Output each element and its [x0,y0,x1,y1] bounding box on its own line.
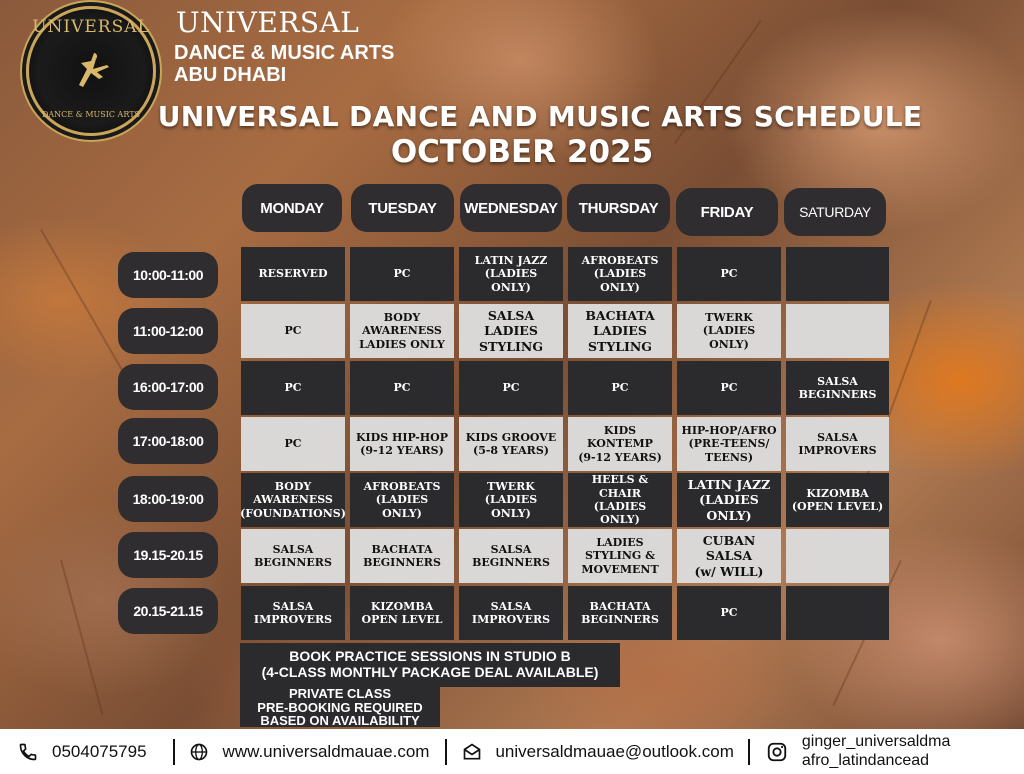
day-header-saturday: SATURDAY [784,188,886,236]
divider [445,739,447,765]
time-slot: 19.15-20.15 [118,532,218,578]
schedule-cell: SALSA BEGINNERS [241,529,345,583]
time-slot: 16:00-17:00 [118,364,218,410]
brand-subtitle: DANCE & MUSIC ARTS [174,42,395,64]
schedule-cell: PC [568,361,672,415]
schedule-cell: BODY AWARENESS (FOUNDATIONS) [241,473,345,527]
private-note-line1: PRIVATE CLASS [288,686,392,701]
phone-icon [18,742,38,762]
phone-number: 0504075795 [52,741,147,761]
schedule-cell: SALSA BEGINNERS [786,361,889,415]
private-note-line3: BASED ON AVAILABILITY [260,713,420,729]
instagram-icon [766,741,788,763]
schedule-cell: BACHATA LADIES STYLING [568,304,672,358]
schedule-cell: BODY AWARENESS LADIES ONLY [350,304,454,358]
schedule-cell: PC [350,361,454,415]
website-link: www.universaldmauae.com [222,741,430,761]
schedule-cell: PC [350,247,454,301]
schedule-cell: PC [677,586,781,640]
time-slot: 10:00-11:00 [118,252,218,298]
schedule-cell [786,304,889,358]
private-note-line2: PRE-BOOKING REQUIRED [257,699,423,715]
day-header-friday: FRIDAY [676,188,778,236]
brand-location: ABU DHABI [174,64,287,86]
schedule-cell: KIDS HIP-HOP (9-12 YEARS) [350,417,454,471]
schedule-cell: TWERK (LADIES ONLY) [677,304,781,358]
schedule-cell: KIZOMBA OPEN LEVEL [350,586,454,640]
logo-top-text: UNIVERSAL [32,17,150,37]
day-header-monday: MONDAY [242,184,342,232]
schedule-cell: CUBAN SALSA (w/ WILL) [677,529,781,583]
instagram-handle-2: afro_latindancead [801,751,930,769]
schedule-cell: SALSA IMPROVERS [241,586,345,640]
schedule-cell: PC [241,361,345,415]
schedule-cell: LADIES STYLING & MOVEMENT [568,529,672,583]
leaf-decoration [40,229,132,386]
logo-bottom-text: DANCE & MUSIC ARTS [41,110,141,119]
day-header-thursday: THURSDAY [567,184,670,232]
brand-name: UNIVERSAL [176,6,360,39]
globe-icon [189,742,209,762]
instagram-contact[interactable] [766,733,951,770]
schedule-cell: AFROBEATS (LADIES ONLY) [350,473,454,527]
practice-note-line2: (4-CLASS MONTHLY PACKAGE DEAL AVAILABLE) [261,664,599,681]
schedule-cell: LATIN JAZZ (LADIES ONLY) [677,473,781,527]
schedule-cell: KIDS KONTEMP (9-12 YEARS) [568,417,672,471]
phone-contact[interactable] [18,742,147,762]
divider [748,739,750,765]
website-contact[interactable] [189,742,430,762]
schedule-cell: SALSA BEGINNERS [459,529,563,583]
time-slot: 20.15-21.15 [118,588,218,634]
schedule-cell: SALSA IMPROVERS [786,417,889,471]
email-contact[interactable] [461,742,733,762]
schedule-cell: AFROBEATS (LADIES ONLY) [568,247,672,301]
schedule-cell: PC [459,361,563,415]
private-class-note [240,687,440,727]
day-header-tuesday: TUESDAY [351,184,454,232]
schedule-cell: PC [677,247,781,301]
schedule-cell: PC [241,417,345,471]
contact-footer [0,729,1024,774]
day-header-wednesday: WEDNESDAY [460,184,562,232]
time-slot: 11:00-12:00 [118,308,218,354]
schedule-cell: HIP-HOP/AFRO (PRE-TEENS/ TEENS) [677,417,781,471]
email-address: universaldmauae@outlook.com [495,741,734,761]
dancer-icon [69,47,119,97]
schedule-cell: SALSA LADIES STYLING [459,304,563,358]
mail-icon [461,742,483,762]
schedule-cell: RESERVED [241,247,345,301]
instagram-handle-1: ginger_universaldma [801,733,951,751]
schedule-cell: BACHATA BEGINNERS [568,586,672,640]
schedule-cell: SALSA IMPROVERS [459,586,563,640]
schedule-cell: BACHATA BEGINNERS [350,529,454,583]
schedule-cell: PC [241,304,345,358]
time-slot: 18:00-19:00 [118,476,218,522]
divider [173,739,175,765]
schedule-cell: KIDS GROOVE (5-8 YEARS) [459,417,563,471]
schedule-cell: LATIN JAZZ (LADIES ONLY) [459,247,563,301]
schedule-cell [786,586,889,640]
page-title: UNIVERSAL DANCE AND MUSIC ARTS SCHEDULE [157,100,923,133]
leaf-decoration [60,559,103,714]
schedule-cell: TWERK (LADIES ONLY) [459,473,563,527]
schedule-cell: KIZOMBA (OPEN LEVEL) [786,473,889,527]
schedule-cell: PC [677,361,781,415]
schedule-cell [786,247,889,301]
practice-note-line1: BOOK PRACTICE SESSIONS IN STUDIO B [289,648,571,664]
time-slot: 17:00-18:00 [118,418,218,464]
schedule-cell: HEELS & CHAIR (LADIES ONLY) [568,473,672,527]
schedule-cell [786,529,889,583]
practice-sessions-note [240,643,620,687]
page-subtitle: OCTOBER 2025 [390,134,654,170]
